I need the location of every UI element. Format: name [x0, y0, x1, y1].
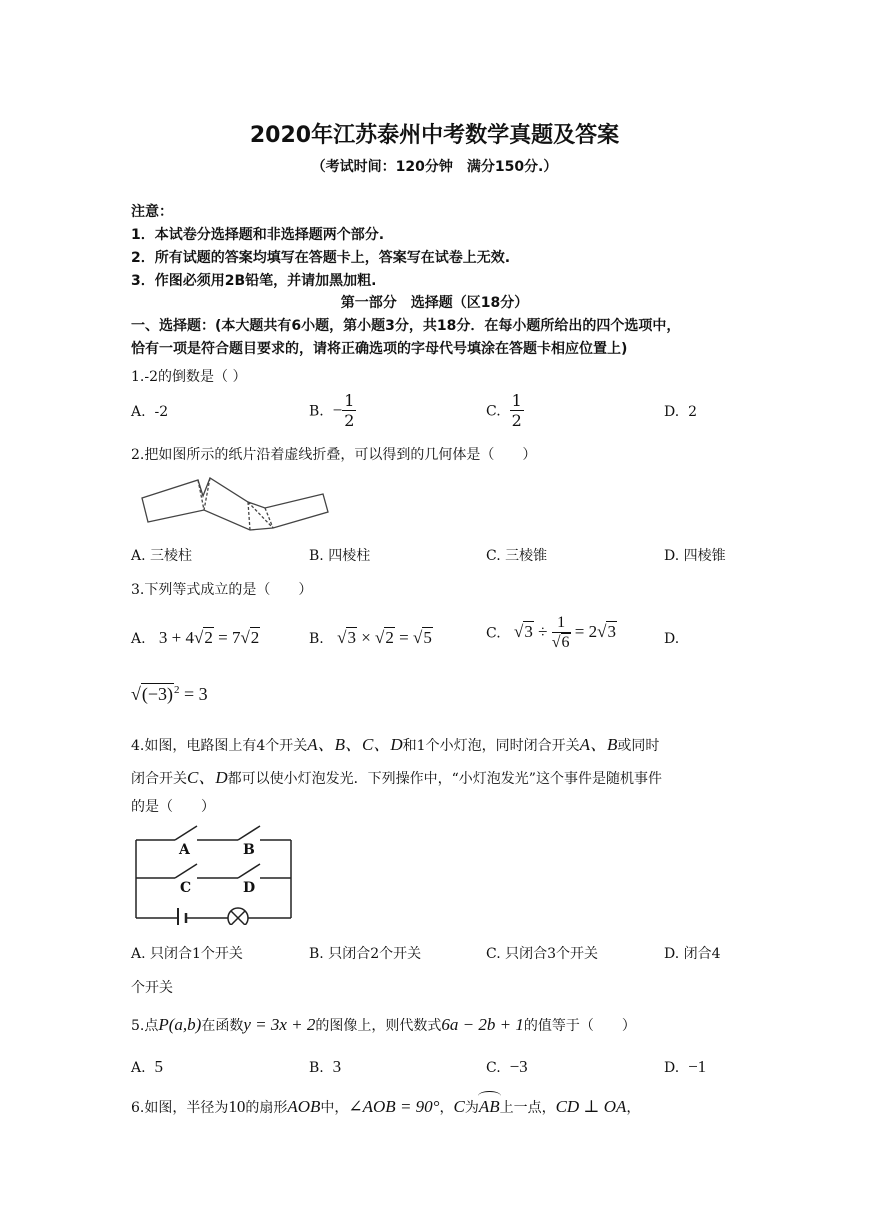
radicand: (−3) — [141, 684, 174, 704]
sector-name: AOB — [287, 1097, 321, 1116]
arc-mark — [478, 1091, 501, 1101]
switch-label-a: A — [179, 842, 190, 858]
radicand: 3 — [347, 628, 356, 647]
option-label: D. — [664, 1060, 680, 1076]
perpendicular-expr: CD ⊥ OA — [555, 1097, 627, 1116]
denominator: 2 — [344, 411, 355, 430]
radicand: 3 — [524, 622, 533, 642]
q5-option-b — [309, 1057, 341, 1077]
q3-option-a: A. 3 + 4√2 = 7√2 — [131, 628, 260, 647]
q2-option-a: A. 三棱柱 — [131, 548, 193, 564]
q4-option-d: D. 闭合4 — [664, 946, 721, 962]
option-label: B. — [309, 1060, 324, 1076]
page-title: 2020年江苏泰州中考数学真题及答案 — [249, 123, 620, 148]
notice-item-3: 3．作图必须用2B铅笔，并请加黑加粗. — [131, 273, 377, 289]
text-run: 为 — [464, 1100, 479, 1116]
q3-option-d-expr: $√(-3)^2 = 3$ — [131, 684, 208, 704]
text-run: 中， — [320, 1100, 349, 1116]
switch-label-d: D — [243, 880, 256, 896]
radicand: 2 — [250, 628, 260, 647]
q5-option-a — [131, 1057, 163, 1077]
q1-option-d — [664, 404, 697, 420]
q5-option-d — [664, 1057, 706, 1077]
switch-label-c: C — [180, 880, 192, 896]
text-run: 都可以使小灯泡发光．下列操作中，“小灯泡发光”这个事件是随机事件 — [227, 771, 662, 787]
switch-d-lever — [238, 864, 260, 878]
switch-names: C、D — [187, 768, 228, 787]
circuit-diagram — [130, 820, 300, 925]
switch-c-lever — [175, 864, 197, 878]
text-run: 6.如图，半径为 — [131, 1100, 229, 1116]
option-label: A. — [131, 1060, 146, 1076]
switch-a-lever — [175, 826, 197, 840]
minus-sign: − — [332, 400, 343, 420]
point-expr: P(a,b) — [158, 1015, 202, 1034]
operator: ÷ — [533, 622, 552, 642]
radicand: 3 — [607, 622, 616, 642]
numerator: 1 — [552, 614, 571, 633]
q4-line-1 — [131, 730, 659, 755]
fold-line — [204, 478, 210, 510]
exam-info: （考试时间：120分钟 满分150分.） — [311, 159, 558, 175]
q3-option-b: B. √3 × √2 = √5 — [309, 628, 432, 647]
switch-label-b: B — [243, 842, 255, 858]
switch-names: A、B — [579, 735, 618, 754]
operator: = 2 — [570, 622, 598, 642]
notice-item-1: 1．本试卷分选择题和非选择题两个部分. — [131, 227, 385, 243]
part1-heading: 第一部分 选择题（区18分） — [340, 295, 529, 311]
switch-names: A、B、C、D — [307, 735, 403, 754]
point-name: C — [453, 1097, 465, 1116]
text-run: 的扇形 — [245, 1100, 288, 1116]
q2-option-c: C. 三棱锥 — [486, 548, 548, 564]
q4-line-2 — [131, 763, 662, 788]
paper-net-figure — [140, 470, 330, 534]
text-run: 的图像上，则代数式 — [315, 1018, 442, 1034]
radius-value: 10 — [228, 1097, 246, 1116]
section1-line1: 一、选择题：(本大题共有6小题，第小题3分，共18分．在每小题所给出的四个选项中， — [131, 318, 681, 334]
text-run: 在函数 — [201, 1018, 244, 1034]
q1-option-a — [131, 404, 168, 420]
function-expr: y = 3x + 2 — [243, 1015, 316, 1034]
option-label: C. — [486, 403, 501, 420]
q5-option-c — [486, 1057, 528, 1077]
expr-part: = 7 — [213, 628, 241, 647]
q2-option-d: D. 四棱锥 — [664, 548, 726, 564]
text-run: 闭合开关 — [131, 771, 187, 787]
net-outline — [142, 478, 328, 530]
radicand: 6 — [561, 634, 570, 651]
option-value: −1 — [688, 1057, 707, 1076]
fold-line — [265, 508, 273, 528]
option-label: C. — [486, 1060, 501, 1076]
operator: = — [394, 628, 413, 647]
q2-stem: 2.把如图所示的纸片沿着虚线折叠，可以得到的几何体是（ ） — [131, 447, 537, 463]
option-value: -2 — [154, 404, 169, 420]
q1-option-c — [486, 392, 524, 431]
radicand: 2 — [204, 628, 213, 647]
q4-option-b: B. 只闭合2个开关 — [309, 946, 422, 962]
notice-item-2: 2．所有试题的答案均填写在答题卡上，答案写在试卷上无效. — [131, 250, 511, 266]
exponent: 2 — [174, 684, 180, 696]
option-value: 3 — [332, 1057, 342, 1076]
q4-option-c: C. 只闭合3个开关 — [486, 946, 599, 962]
bulb-icon — [228, 908, 248, 925]
text-run: ， — [439, 1100, 454, 1116]
numerator: 1 — [511, 391, 522, 410]
option-label: B. — [309, 403, 324, 420]
switch-b-lever — [238, 826, 260, 840]
notice-heading: 注意： — [131, 204, 173, 220]
text-run: ， — [626, 1100, 641, 1116]
q4-option-d-cont: 个开关 — [131, 980, 173, 996]
q5-stem — [131, 1015, 636, 1035]
arc-name: AB — [478, 1097, 500, 1116]
fraction — [342, 392, 356, 431]
operator: × — [356, 628, 376, 647]
q3-stem: 3.下列等式成立的是（ ） — [131, 582, 313, 598]
option-value: −3 — [509, 1057, 528, 1076]
fraction — [510, 392, 524, 431]
text-run: 4.如图，电路图上有4个开关 — [131, 738, 308, 754]
option-label: A. — [131, 404, 146, 420]
q2-option-b: B. 四棱柱 — [309, 548, 371, 564]
section1-line2: 恰有一项是符合题目要求的，请将正确选项的字母代号填涂在答题卡相应位置上) — [131, 341, 628, 357]
q4-line-3: 的是（ ） — [131, 799, 215, 815]
fraction: $\frac{1}{√6}$ — [551, 614, 570, 651]
denominator: 2 — [511, 411, 522, 430]
angle-expr: ∠AOB = 90° — [348, 1097, 440, 1116]
algebraic-expr: 6a − 2b + 1 — [441, 1015, 524, 1034]
text-run: 的值等于（ ） — [523, 1018, 636, 1034]
option-label: C. — [486, 625, 501, 642]
option-label: B. — [309, 631, 324, 647]
text-run: 上一点， — [499, 1100, 556, 1116]
q1-option-b — [309, 392, 356, 431]
q3-option-d-label: D. — [664, 631, 680, 647]
q3-option-c: C. √3 ÷ $\frac{1}{√6}$ = 2√3 — [486, 614, 616, 651]
expr-part: 3 + 4 — [158, 628, 195, 647]
radicand: 2 — [385, 628, 394, 647]
fold-line — [248, 502, 250, 530]
text-run: 和1个小灯泡，同时闭合开关 — [402, 738, 580, 754]
option-value: 2 — [688, 404, 698, 420]
q1-stem: 1.-2的倒数是（ ） — [131, 369, 247, 385]
text-run: 5.点 — [131, 1018, 159, 1034]
numerator: 1 — [344, 391, 355, 410]
option-value: 5 — [154, 1057, 163, 1076]
option-label: A. — [131, 631, 146, 647]
radicand: 5 — [423, 628, 432, 647]
option-label: D. — [664, 404, 680, 420]
operator: = 3 — [179, 684, 208, 704]
text-run: 或同时 — [617, 738, 660, 754]
q4-option-a: A. 只闭合1个开关 — [131, 946, 243, 962]
q6-stem — [131, 1097, 640, 1117]
